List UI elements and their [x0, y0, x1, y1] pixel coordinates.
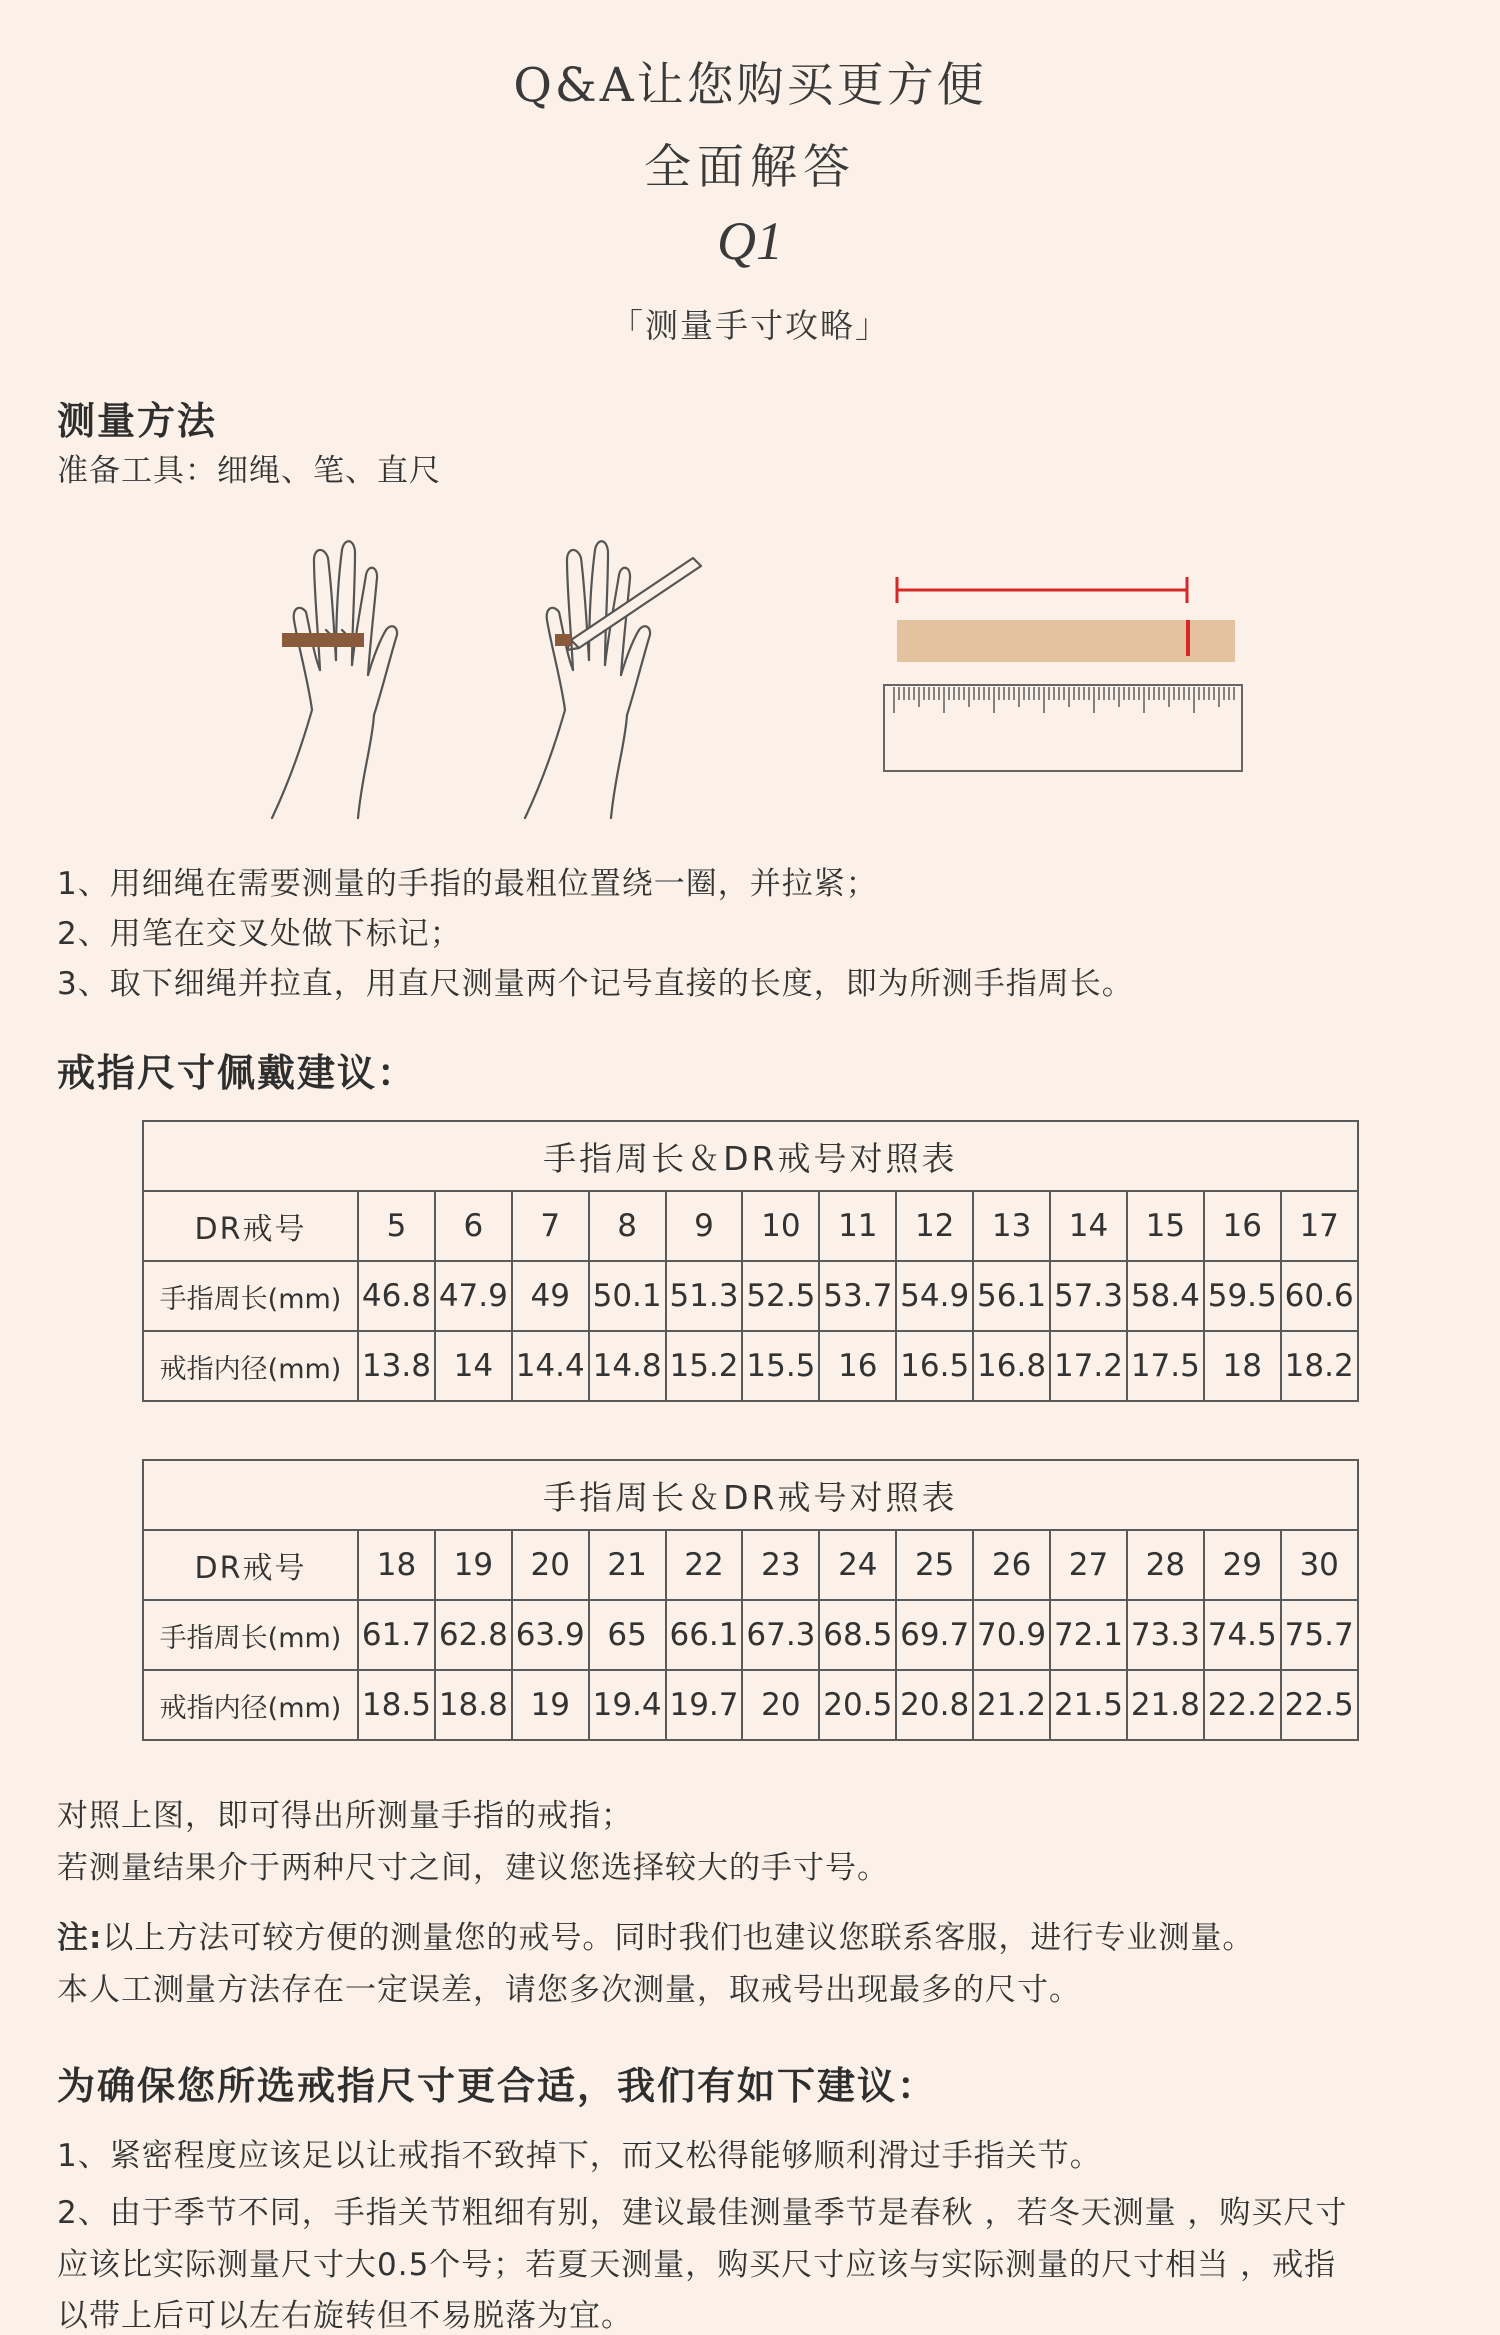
- diameter-cell: 16: [819, 1331, 896, 1401]
- size-cell: 26: [973, 1530, 1050, 1600]
- step-1: 1、用细绳在需要测量的手指的最粗位置绕一圈，并拉紧；: [57, 866, 878, 902]
- note-line-2: 本人工测量方法存在一定误差，请您多次测量，取戒号出现最多的尺寸。: [57, 1972, 1081, 2008]
- size-cell: 20: [512, 1530, 589, 1600]
- circumference-cell: 67.3: [742, 1600, 819, 1670]
- size-cell: 30: [1281, 1530, 1358, 1600]
- diameter-cell: 14: [435, 1331, 512, 1401]
- table-row: [143, 1600, 1358, 1670]
- hand-with-string-illustration: [262, 530, 422, 820]
- table-caption: 手指周长＆DR戒号对照表: [143, 1121, 1358, 1191]
- circumference-cell: 74.5: [1204, 1600, 1281, 1670]
- diameter-cell: 18.2: [1281, 1331, 1358, 1401]
- diameter-cell: 22.2: [1204, 1670, 1281, 1740]
- table-row: [143, 1191, 1358, 1261]
- diameter-cell: 21.8: [1127, 1670, 1204, 1740]
- question-label: Q1: [717, 211, 783, 271]
- circumference-cell: 75.7: [1281, 1600, 1358, 1670]
- circumference-cell: 47.9: [435, 1261, 512, 1331]
- suggestions-heading: 为确保您所选戒指尺寸更合适，我们有如下建议：: [57, 2064, 938, 2108]
- section-subtitle: 「测量手寸攻略」: [610, 306, 890, 345]
- circumference-cell: 57.3: [1050, 1261, 1127, 1331]
- size-cell: 23: [742, 1530, 819, 1600]
- circumference-cell: 49: [512, 1261, 589, 1331]
- diameter-cell: 20.8: [896, 1670, 973, 1740]
- circumference-cell: 56.1: [973, 1261, 1050, 1331]
- circumference-cell: 68.5: [819, 1600, 896, 1670]
- diameter-cell: 15.5: [742, 1331, 819, 1401]
- diameter-cell: 18.5: [358, 1670, 435, 1740]
- step-3: 3、取下细绳并拉直，用直尺测量两个记号直接的长度，即为所测手指周长。: [57, 966, 1134, 1002]
- table-row: [143, 1331, 1358, 1401]
- size-cell: 22: [666, 1530, 743, 1600]
- size-cell: 14: [1050, 1191, 1127, 1261]
- size-cell: 21: [589, 1530, 666, 1600]
- diameter-cell: 19.7: [666, 1670, 743, 1740]
- suggestion-2-line-2: 应该比实际测量尺寸大0.5个号；若夏天测量，购买尺寸应该与实际测量的尺寸相当 ，戒指: [57, 2247, 1337, 2283]
- table-caption: 手指周长＆DR戒号对照表: [143, 1460, 1358, 1530]
- size-cell: 11: [819, 1191, 896, 1261]
- note-line-1: [57, 1912, 1254, 1957]
- diameter-cell: 13.8: [358, 1331, 435, 1401]
- diameter-cell: 20: [742, 1670, 819, 1740]
- diameter-cell: 18: [1204, 1331, 1281, 1401]
- size-cell: 7: [512, 1191, 589, 1261]
- diameter-cell: 16.8: [973, 1331, 1050, 1401]
- circumference-cell: 73.3: [1127, 1600, 1204, 1670]
- header-title: Q&A让您购买更方便: [513, 58, 987, 113]
- method-heading: 测量方法: [57, 399, 218, 443]
- row-label-diameter: 戒指内径(mm): [143, 1331, 358, 1401]
- after-table-line-1: 对照上图，即可得出所测量手指的戒指；: [57, 1798, 633, 1834]
- size-cell: 13: [973, 1191, 1050, 1261]
- size-cell: 19: [435, 1530, 512, 1600]
- circumference-cell: 54.9: [896, 1261, 973, 1331]
- table-row: [143, 1670, 1358, 1740]
- step-2: 2、用笔在交叉处做下标记；: [57, 916, 462, 952]
- circumference-cell: 63.9: [512, 1600, 589, 1670]
- tools-line: 准备工具：细绳、笔、直尺: [57, 453, 441, 489]
- row-label-dr-size: DR戒号: [143, 1530, 358, 1600]
- circumference-cell: 46.8: [358, 1261, 435, 1331]
- diameter-cell: 19.4: [589, 1670, 666, 1740]
- ruler-illustration: [880, 565, 1245, 775]
- diameter-cell: 14.4: [512, 1331, 589, 1401]
- circumference-cell: 62.8: [435, 1600, 512, 1670]
- size-cell: 6: [435, 1191, 512, 1261]
- circumference-cell: 69.7: [896, 1600, 973, 1670]
- circumference-cell: 52.5: [742, 1261, 819, 1331]
- size-table-2: [142, 1459, 1359, 1741]
- circumference-cell: 70.9: [973, 1600, 1050, 1670]
- table-row: [143, 1530, 1358, 1600]
- size-cell: 5: [358, 1191, 435, 1261]
- size-cell: 12: [896, 1191, 973, 1261]
- row-label-circumference: 手指周长(mm): [143, 1261, 358, 1331]
- size-cell: 29: [1204, 1530, 1281, 1600]
- size-cell: 17: [1281, 1191, 1358, 1261]
- header-subtitle: 全面解答: [644, 140, 856, 195]
- note-label: 注:: [57, 1920, 103, 1956]
- size-cell: 24: [819, 1530, 896, 1600]
- size-cell: 16: [1204, 1191, 1281, 1261]
- size-cell: 25: [896, 1530, 973, 1600]
- row-label-diameter: 戒指内径(mm): [143, 1670, 358, 1740]
- suggestion-2-line-1: 2、由于季节不同，手指关节粗细有别，建议最佳测量季节是春秋 ，若冬天测量 ，购买尺寸: [57, 2195, 1348, 2231]
- hand-with-pen-illustration: [515, 530, 715, 820]
- size-cell: 9: [666, 1191, 743, 1261]
- suggestion-1: 1、紧密程度应该足以让戒指不致掉下，而又松得能够顺利滑过手指关节。: [57, 2138, 1102, 2174]
- diameter-cell: 18.8: [435, 1670, 512, 1740]
- suggestion-2-line-3: 以带上后可以左右旋转但不易脱落为宜。: [57, 2298, 633, 2334]
- diameter-cell: 17.2: [1050, 1331, 1127, 1401]
- diameter-cell: 20.5: [819, 1670, 896, 1740]
- size-cell: 18: [358, 1530, 435, 1600]
- circumference-cell: 51.3: [666, 1261, 743, 1331]
- diameter-cell: 14.8: [589, 1331, 666, 1401]
- size-cell: 28: [1127, 1530, 1204, 1600]
- table-row: [143, 1261, 1358, 1331]
- row-label-circumference: 手指周长(mm): [143, 1600, 358, 1670]
- size-cell: 8: [589, 1191, 666, 1261]
- size-cell: 27: [1050, 1530, 1127, 1600]
- diameter-cell: 16.5: [896, 1331, 973, 1401]
- circumference-cell: 59.5: [1204, 1261, 1281, 1331]
- diameter-cell: 21.2: [973, 1670, 1050, 1740]
- diameter-cell: 17.5: [1127, 1331, 1204, 1401]
- circumference-cell: 50.1: [589, 1261, 666, 1331]
- diameter-cell: 15.2: [666, 1331, 743, 1401]
- advice-heading: 戒指尺寸佩戴建议：: [57, 1051, 418, 1095]
- after-table-line-2: 若测量结果介于两种尺寸之间，建议您选择较大的手寸号。: [57, 1850, 889, 1886]
- size-cell: 10: [742, 1191, 819, 1261]
- diameter-cell: 19: [512, 1670, 589, 1740]
- circumference-cell: 60.6: [1281, 1261, 1358, 1331]
- circumference-cell: 72.1: [1050, 1600, 1127, 1670]
- circumference-cell: 61.7: [358, 1600, 435, 1670]
- circumference-cell: 53.7: [819, 1261, 896, 1331]
- circumference-cell: 58.4: [1127, 1261, 1204, 1331]
- row-label-dr-size: DR戒号: [143, 1191, 358, 1261]
- circumference-cell: 65: [589, 1600, 666, 1670]
- size-cell: 15: [1127, 1191, 1204, 1261]
- circumference-cell: 66.1: [666, 1600, 743, 1670]
- diameter-cell: 21.5: [1050, 1670, 1127, 1740]
- note-text-1: 以上方法可较方便的测量您的戒号。同时我们也建议您联系客服，进行专业测量。: [102, 1920, 1255, 1956]
- size-table-1: [142, 1120, 1359, 1402]
- diameter-cell: 22.5: [1281, 1670, 1358, 1740]
